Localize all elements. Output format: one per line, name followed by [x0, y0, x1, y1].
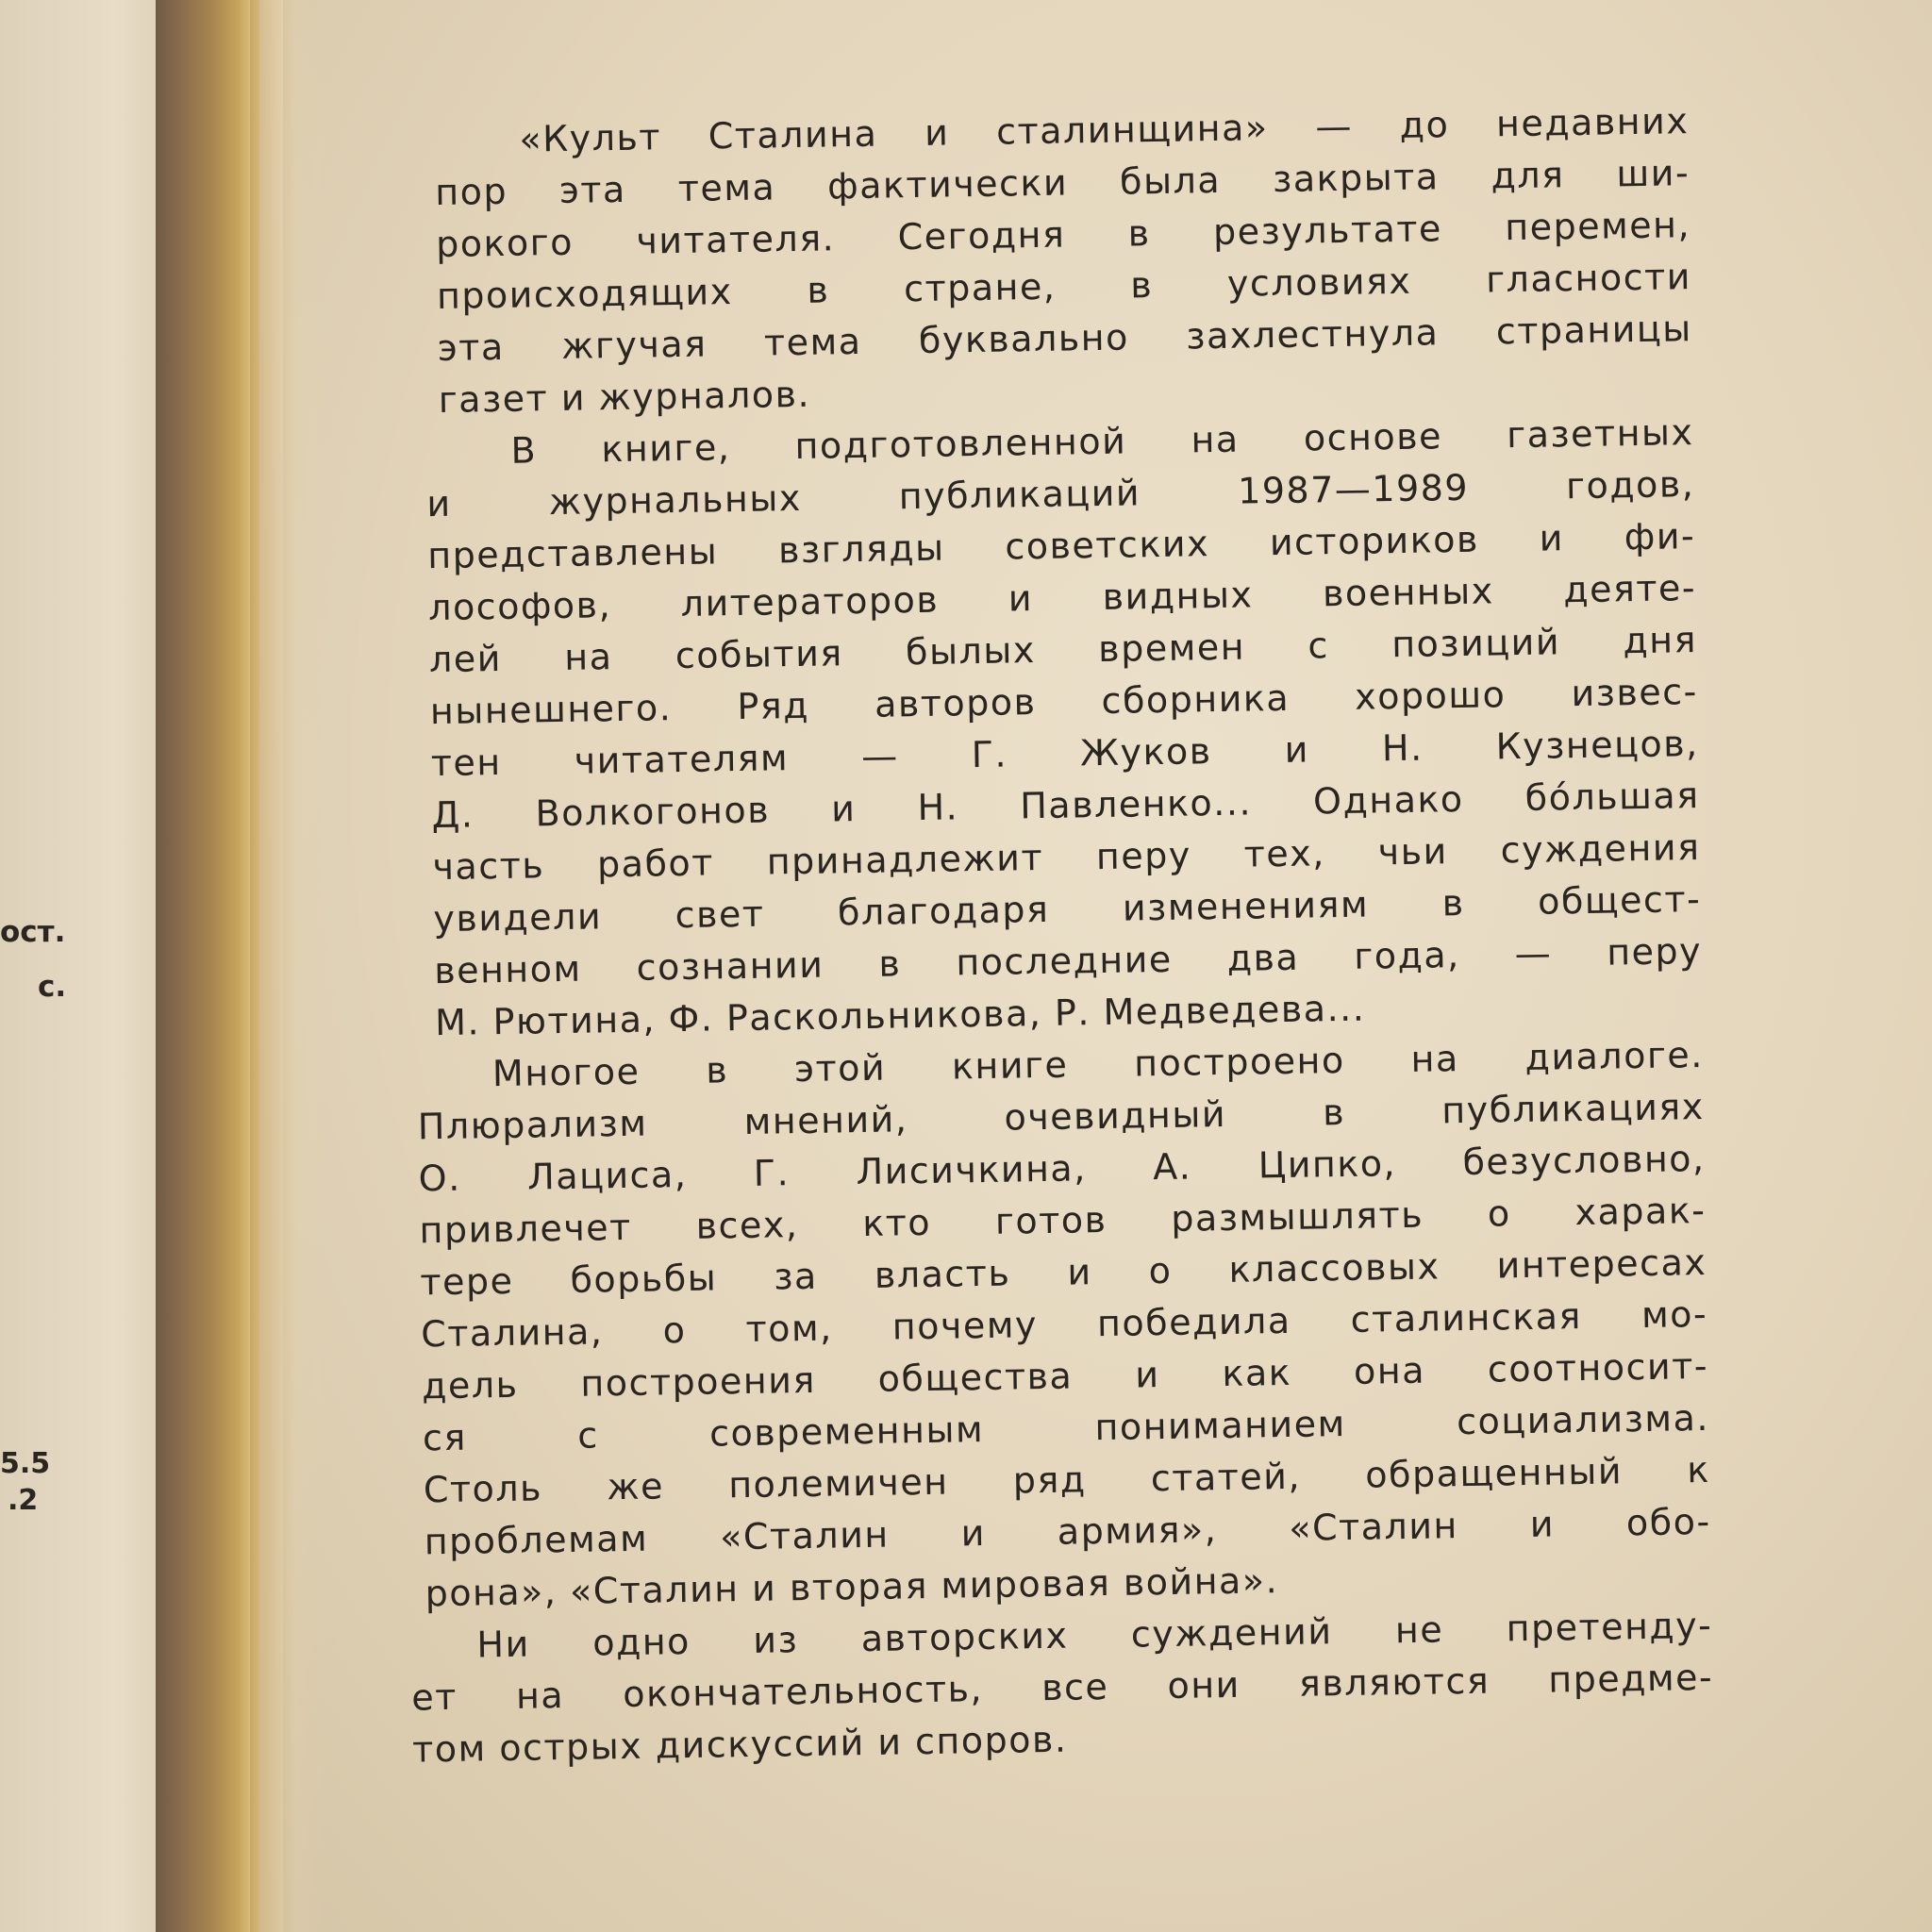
text-line: привлечет всех, кто готов размышлять о харак- [419, 1189, 1707, 1252]
text-line: том острых дискуссий и споров. [411, 1718, 1068, 1771]
left-page-fragment: с. [38, 970, 67, 1004]
book-binding [156, 0, 259, 1932]
left-page-fragment: ост. [0, 915, 66, 949]
text-line: венном сознании в последние два года, — перу [433, 930, 1703, 992]
text-line: Ни одно из авторских суждений не претенду- [476, 1604, 1713, 1666]
text-line: проблемам «Сталин и армия», «Сталин и обо- [424, 1500, 1711, 1563]
text-line: увидели свет благодаря изменениям в общест- [433, 878, 1702, 941]
text-line: представлены взгляды советских историков и фи- [426, 515, 1696, 577]
text-line: происходящих в стране, в условиях гласности [436, 256, 1692, 317]
text-line: Столь же полемичен ряд статей, обращенный к [423, 1448, 1711, 1511]
text-line: М. Рютина, Ф. Раскольникова, Р. Медведева... [434, 987, 1366, 1044]
text-line: тен читателям — Г. Жуков и Н. Кузнецов, [430, 723, 1699, 785]
binding-shadow [250, 0, 325, 1932]
text-line: нынешнего. Ряд авторов сборника хорошо извес- [429, 671, 1699, 733]
text-line: часть работ принадлежит перу тех, чьи суждения [432, 826, 1701, 889]
text-line: пор эта тема фактически была закрыта для ши- [434, 152, 1690, 213]
text-line: дель построения общества и как она соотносит- [421, 1344, 1709, 1407]
left-page-fragment: .2 [8, 1484, 39, 1517]
annotation-text [411, 95, 1714, 1775]
text-line: «Культ Сталина и сталинщина» — до недавних [519, 100, 1690, 160]
text-line: рона», «Сталин и вторая мировая война». [425, 1559, 1279, 1615]
text-line: ся с современным пониманием социализма. [422, 1396, 1710, 1459]
text-line: Сталина, о том, почему победила сталинская мо- [420, 1292, 1708, 1356]
text-line: ет на окончательность, все они являются предме- [411, 1656, 1714, 1719]
text-line: и журнальных публикаций 1987—1989 годов, [426, 463, 1695, 525]
left-page-fragment: 5.5 [0, 1447, 51, 1480]
text-line: Многое в этой книге построено на диалоге. [491, 1033, 1705, 1095]
paragraph [417, 1029, 1712, 1620]
paragraph [410, 1600, 1714, 1776]
text-line: Д. Волкогонов и Н. Павленко... Однако бóльшая [431, 774, 1700, 837]
text-line: газет и журналов. [438, 373, 811, 421]
text-line: О. Лациса, Г. Лисичкина, А. Ципко, безусловно, [418, 1137, 1706, 1200]
text-line: эта жгучая тема буквально захлестнула страницы [437, 308, 1693, 369]
text-line: лософов, литераторов и видных военных деяте- [427, 567, 1697, 629]
text-line: В книге, подготовленной на основе газетных [510, 411, 1694, 472]
text-line: рокого читателя. Сегодня в результате перемен, [435, 204, 1691, 265]
text-line: тере борьбы за власть и о классовых интересах [420, 1241, 1707, 1304]
text-line: лей на события былых времен с позиций дня [428, 619, 1698, 681]
paragraph [425, 407, 1703, 1049]
text-line: Плюрализм мнений, очевидный в публикациях [417, 1085, 1706, 1148]
paragraph [434, 95, 1693, 426]
